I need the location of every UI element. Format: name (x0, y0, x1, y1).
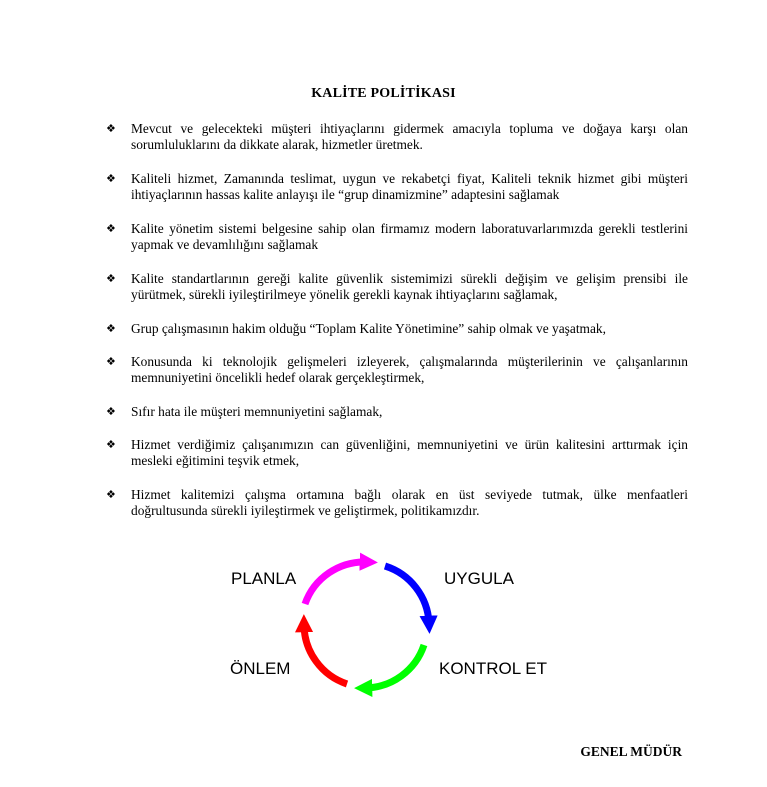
diamond-bullet-icon: ❖ (106, 222, 116, 235)
policy-item (106, 354, 688, 386)
policy-item (106, 404, 688, 420)
diamond-bullet-icon: ❖ (106, 122, 116, 135)
policy-item (106, 121, 688, 153)
policy-item-text: Kalite standartlarının gereği kalite güvenlik sistemimizi sürekli değişim ve gelişim prensibi ile yürütmek, sürekli iyileştirilmeye yönelik gerekli kaynak ihtiyaçlarını sağlamak, (131, 271, 688, 302)
policy-item (106, 321, 688, 337)
do-arrow-icon (385, 566, 429, 623)
policy-item (106, 271, 688, 303)
policy-item (106, 437, 688, 469)
policy-item-text: Grup çalışmasının hakim olduğu “Toplam Kalite Yönetimine” sahip olmak ve yaşatmak, (131, 321, 606, 336)
diamond-bullet-icon: ❖ (106, 172, 116, 185)
check-arrow-icon (365, 645, 424, 688)
policy-item-text: Sıfır hata ile müşteri memnuniyetini sağlamak, (131, 404, 383, 419)
diamond-bullet-icon: ❖ (106, 488, 116, 501)
policy-list (106, 121, 688, 537)
act-arrow-icon (304, 625, 347, 684)
diamond-bullet-icon: ❖ (106, 405, 116, 418)
policy-item-text: Hizmet verdiğimiz çalışanımızın can güvenliğini, memnuniyetini ve ürün kalitesini arttırmak için mesleki eğitimini teşvik etmek, (131, 437, 688, 468)
policy-item (106, 221, 688, 253)
policy-item (106, 171, 688, 203)
diamond-bullet-icon: ❖ (106, 355, 116, 368)
policy-item-text: Kalite yönetim sistemi belgesine sahip olan firmamız modern laboratuvarlarımızda gerekli testlerini yapmak ve devamlılığını sağlamak (131, 221, 688, 252)
cycle-label-check: KONTROL ET (439, 659, 547, 678)
policy-item-text: Konusunda ki teknolojik gelişmeleri izleyerek, çalışmalarında müşterilerinin ve çalışanlarının memnuniyetini öncelikli hedef olarak gerçekleştirmek, (131, 354, 688, 385)
cycle-label-act: ÖNLEM (230, 659, 291, 678)
document-title: KALİTE POLİTİKASI (311, 86, 456, 101)
cycle-label-plan: PLANLA (231, 569, 297, 588)
diamond-bullet-icon: ❖ (106, 272, 116, 285)
plan-arrow-icon (305, 562, 367, 604)
policy-item-text: Mevcut ve gelecekteki müşteri ihtiyaçlarını gidermek amacıyla topluma ve doğaya karşı olan sorumluluklarını da dikkate alarak, hizmetler üretmek. (131, 121, 688, 152)
diamond-bullet-icon: ❖ (106, 322, 116, 335)
policy-item-text: Hizmet kalitemizi çalışma ortamına bağlı olarak en üst seviyede tutmak, ülke menfaatleri doğrultusunda sürekli iyileştirmek ve geliştirmek, politikamızdır. (131, 487, 688, 518)
diamond-bullet-icon: ❖ (106, 438, 116, 451)
policy-item (106, 487, 688, 519)
policy-item-text: Kaliteli hizmet, Zamanında teslimat, uygun ve rekabetçi fiyat, Kaliteli teknik hizmet gibi müşteri ihtiyaçlarının hassas kalite anlayışı ile “grup dinamizmine” adaptesini sağlamak (131, 171, 688, 202)
cycle-label-do: UYGULA (444, 569, 514, 588)
signature-title: GENEL MÜDÜR (580, 744, 682, 759)
